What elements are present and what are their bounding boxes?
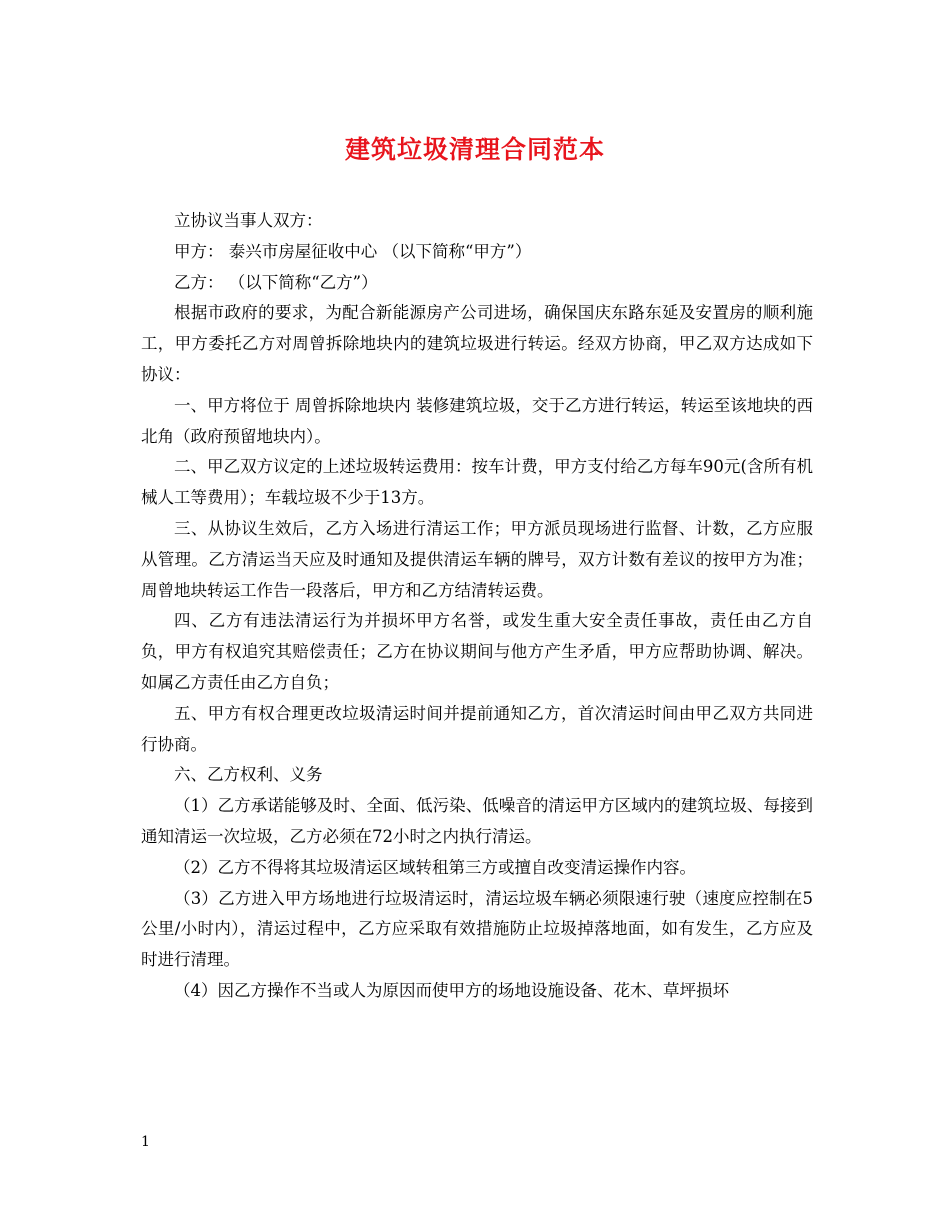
paragraph-clause-5: 五、甲方有权合理更改垃圾清运时间并提前通知乙方，首次清运时间由甲乙双方共同进行协商。 (141, 703, 813, 754)
paragraph-clause-6-item-2: （2）乙方不得将其垃圾清运区域转租第三方或擅自改变清运操作内容。 (174, 857, 696, 877)
paragraph-clause-4: 四、乙方有违法清运行为并损坏甲方名誉，或发生重大安全责任事故，责任由乙方自负，甲方有权追究其赔偿责任；乙方在协议期间与他方产生矛盾，甲方应帮助协调、解决。如属乙方责任由乙方自负； (141, 611, 813, 692)
paragraph-clause-6-item-1: （1）乙方承诺能够及时、全面、低污染、低噪音的清运甲方区域内的建筑垃圾、每接到通知清运一次垃圾，乙方必须在72小时之内执行清运。 (141, 796, 813, 846)
paragraph-preamble: 根据市政府的要求，为配合新能源房产公司进场，确保国庆东路东延及安置房的顺利施工，甲方委托乙方对周曾拆除地块内的建筑垃圾进行转运。经双方协商，甲乙双方达成如下协议： (141, 303, 813, 384)
paragraph-party-b: 乙方： （以下简称“乙方”） (174, 272, 378, 292)
paragraph-clause-1: 一、甲方将位于 周曾拆除地块内 装修建筑垃圾，交于乙方进行转运，转运至该地块的西北角（政府预留地块内）。 (141, 395, 813, 446)
paragraph-clause-6-heading: 六、乙方权利、义务 (174, 765, 323, 785)
paragraph-clause-2: 二、甲乙双方议定的上述垃圾转运费用：按车计费，甲方支付给乙方每车90元(含所有机械人工等费用）；车载垃圾不少于13方。 (141, 457, 813, 508)
page-number: 1 (141, 1134, 150, 1150)
paragraph-party-a: 甲方： 泰兴市房屋征收中心 （以下简称“甲方”） (174, 241, 532, 261)
paragraph-clause-6-item-3: （3）乙方进入甲方场地进行垃圾清运时，清运垃圾车辆必须限速行驶（速度应控制在5公里/小时内），清运过程中，乙方应采取有效措施防止垃圾掉落地面，如有发生，乙方应及时进行清理。 (141, 888, 813, 970)
document-title: 建筑垃圾清理合同范本 (344, 135, 605, 164)
document-body (141, 206, 813, 1007)
paragraph-clause-6-item-4: （4）因乙方操作不当或人为原因而使甲方的场地设施设备、花木、草坪损坏 (174, 980, 729, 1000)
paragraph-parties-intro: 立协议当事人双方： (174, 211, 323, 230)
paragraph-clause-3: 三、从协议生效后，乙方入场进行清运工作；甲方派员现场进行监督、计数，乙方应服从管理。乙方清运当天应及时通知及提供清运车辆的牌号，双方计数有差议的按甲方为准；周曾地块转运工作告一段落后，甲方和乙方结清转运费。 (141, 518, 813, 600)
